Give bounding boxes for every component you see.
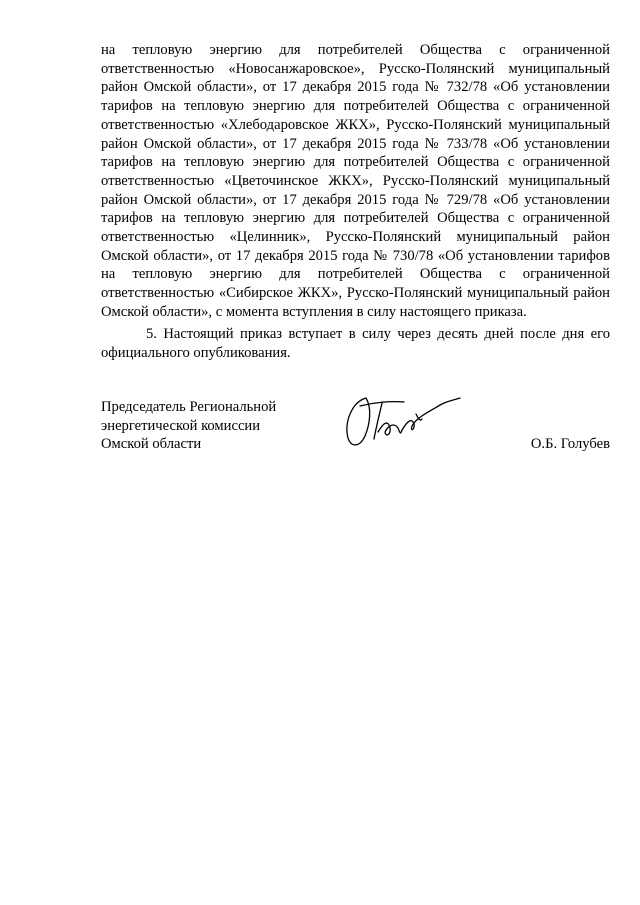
body-paragraph-continuation: на тепловую энергию для потребителей Общества с ограниченной ответственностью «Новосанжаровское», Русско-Полянский муниципальный район Омской области», от 17 декабря 2015 года № 732/78 «Об установлении тарифов на тепловую энергию для потребителей Общества с ограниченной ответственностью «Хлебодаровское ЖКХ», Русско-Полянский муниципальный район Омской области», от 17 декабря 2015 года № 733/78 «Об установлении тарифов на тепловую энергию для потребителей Общества с ограниченной ответственностью «Цветочинское ЖКХ», Русско-Полянский муниципальный район Омской области», от 17 декабря 2015 года № 729/78 «Об установлении тарифов на тепловую энергию для потребителей Общества с ограниченной ответственностью «Целинник», Русско-Полянский муниципальный район Омской области», от 17 декабря 2015 года № 730/78 «Об установлении тарифов на тепловую энергию для потребителей Общества с ограниченной ответственностью «Сибирское ЖКХ», Русско-Полянский муниципальный район Омской области», с момента вступления в силу настоящего приказа. [101,42,610,320]
signer-name: О.Б. Голубев [530,436,610,452]
position-line-3: Омской области [101,436,202,453]
handwritten-signature [338,392,468,452]
signatory-position [101,398,321,454]
body-paragraph-effective-date: 5. Настоящий приказ вступает в силу через десять дней после дня его официального опубликования. [101,326,610,361]
position-line-2: энергетической комиссии [101,417,261,434]
position-line-1: Председатель Региональной [101,399,277,415]
